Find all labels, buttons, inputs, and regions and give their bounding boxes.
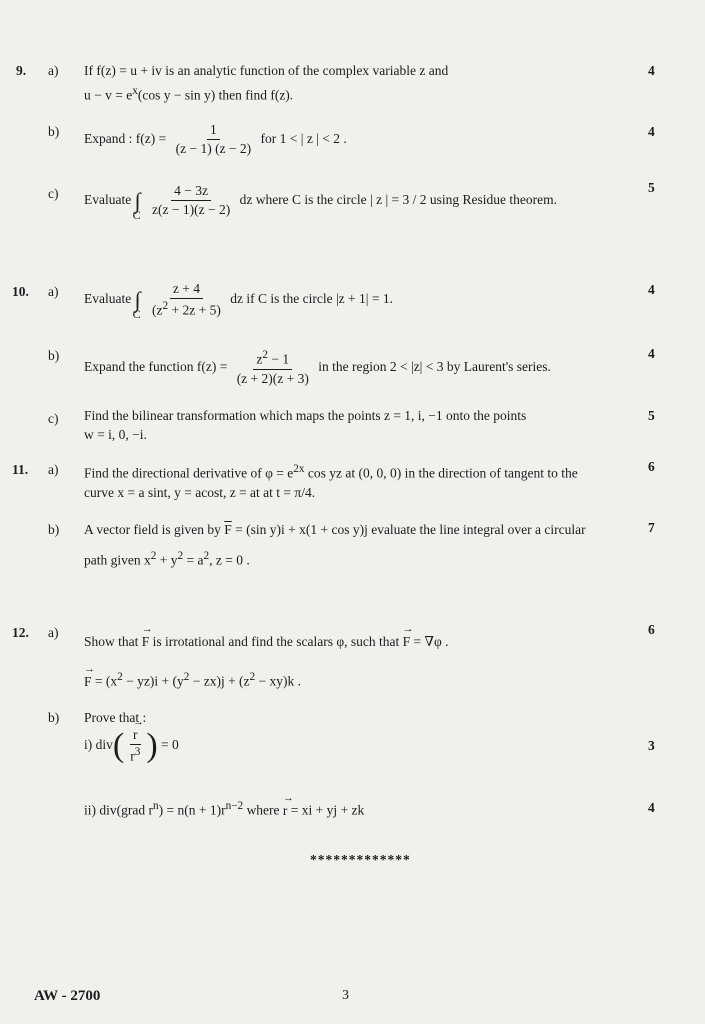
q10c-line2: w = i, 0, −i.	[84, 427, 147, 442]
text: ) = n(n + 1)r	[158, 802, 226, 818]
q9a-line2	[84, 85, 293, 104]
part-label: b)	[48, 522, 60, 537]
part-label: b)	[48, 348, 60, 363]
superscript: 2	[203, 550, 210, 562]
marks-10a: 4	[648, 282, 655, 297]
end-of-paper-mark: *************	[310, 852, 411, 867]
q12b-ii-expression	[84, 800, 364, 819]
q9c-expression	[84, 183, 558, 222]
text: Expand : f(z) =	[84, 130, 167, 146]
vector-symbol: → F	[84, 674, 92, 690]
text: A vector field is given by	[84, 522, 221, 537]
text: where	[243, 802, 280, 818]
denominator: (z + 2)(z + 3)	[236, 370, 309, 386]
paper-code: AW - 2700	[34, 988, 101, 1004]
text: path given x	[84, 552, 151, 568]
superscript: 2	[150, 550, 157, 562]
vector-symbol: $\overline{F}$	[224, 522, 232, 537]
part-label: a)	[48, 284, 59, 299]
marks-11b: 7	[648, 520, 655, 535]
numerator: 1	[207, 123, 220, 140]
page-number: 3	[342, 988, 349, 1003]
numerator: z + 4	[170, 282, 203, 299]
q12a-line2	[84, 671, 301, 690]
superscript: n	[152, 800, 159, 812]
superscript: 2	[117, 671, 123, 683]
text: + y	[156, 552, 178, 568]
denominator: z(z − 1)(z − 2)	[152, 202, 231, 218]
text: Expand the function f(z) =	[84, 359, 228, 375]
text: z	[256, 351, 263, 367]
q12a-line1	[84, 634, 449, 650]
text: (cos y − sin y) then find f(z).	[137, 87, 294, 103]
numerator	[130, 728, 141, 745]
integral-sign: ∫ C	[132, 187, 141, 222]
superscript: 2	[249, 671, 256, 683]
q12b-i-expression	[84, 728, 179, 764]
fraction	[127, 728, 143, 764]
part-label: c)	[48, 186, 59, 201]
text: Evaluate	[84, 191, 132, 207]
integral-sign: ∫ C	[132, 286, 141, 321]
vector-symbol: → F	[403, 634, 411, 650]
marks-9b: 4	[648, 124, 655, 139]
part-label: b)	[48, 124, 60, 139]
part-label: b)	[48, 710, 60, 725]
q10a-expression	[84, 281, 393, 321]
part-label: a)	[48, 462, 59, 477]
text: r	[130, 748, 135, 764]
part-label: a)	[48, 625, 59, 640]
superscript: 3	[134, 746, 141, 759]
superscript: 2	[262, 349, 269, 361]
integral-subscript: C	[132, 306, 141, 321]
fraction	[173, 123, 255, 156]
superscript: 2x	[293, 463, 305, 475]
q11b-line2	[84, 550, 250, 569]
q9a-line1: If f(z) = u + iv is an analytic function of the complex variable z and	[84, 63, 449, 78]
text: u − v = e	[84, 87, 133, 103]
vector-symbol: → r	[133, 728, 138, 742]
q11a-line1	[84, 463, 578, 482]
marks-10b: 4	[648, 346, 655, 361]
text: Evaluate	[84, 291, 132, 307]
q11a-line2: curve x = a sint, y = acost, z = at at t = π/4.	[84, 485, 316, 500]
text: (z	[152, 302, 163, 318]
right-paren: )	[146, 726, 158, 764]
q9b-expression	[84, 123, 347, 156]
left-paren: (	[112, 726, 125, 764]
text: dz where C is the circle | z | = 3 / 2 using Residue theorem.	[239, 191, 558, 207]
fraction	[149, 282, 224, 318]
vector-symbol: → r	[283, 803, 288, 819]
text: Show that	[84, 634, 139, 649]
q12b-intro: Prove that :	[84, 710, 147, 725]
text: = (x	[91, 673, 118, 689]
superscript: n−2	[225, 800, 244, 812]
question-number-9: 9.	[16, 63, 27, 78]
text: = a	[183, 552, 204, 568]
text: − zx)j + (z	[189, 673, 250, 689]
text: for 1 < | z | < 2 .	[260, 130, 347, 146]
text: cos yz at (0, 0, 0) in the direction of tangent to the	[304, 465, 578, 481]
numerator: 4 − 3z	[171, 184, 211, 201]
text: − 1	[268, 351, 290, 367]
marks-10c: 5	[648, 408, 655, 423]
text: − xy)k .	[255, 673, 302, 689]
numerator	[253, 350, 292, 370]
q11b-line1	[84, 522, 586, 538]
fraction	[149, 184, 233, 217]
marks-12b-i: 3	[648, 738, 655, 753]
marks-9c: 5	[648, 180, 655, 195]
q10b-expression	[84, 350, 551, 386]
question-number-10: 10.	[12, 284, 29, 299]
marks-12a: 6	[648, 622, 655, 637]
denominator	[149, 299, 224, 318]
vector-symbol: → F	[142, 634, 150, 650]
text: , z = 0 .	[209, 552, 250, 568]
denominator	[127, 745, 143, 764]
text: = ∇φ .	[410, 634, 449, 649]
question-number-11: 11.	[12, 462, 29, 477]
superscript: 2	[162, 300, 169, 313]
text: = 0	[161, 737, 179, 753]
marks-9a: 4	[648, 63, 655, 78]
part-label: a)	[48, 63, 59, 78]
question-number-12: 12.	[12, 625, 29, 640]
text: − yz)i + (y	[122, 673, 184, 689]
marks-12b-ii: 4	[648, 800, 655, 815]
text: + 2z + 5)	[168, 302, 221, 318]
superscript: x	[132, 85, 138, 97]
text: is irrotational and find the scalars φ, such that	[149, 634, 400, 649]
fraction	[234, 350, 312, 386]
superscript: 2	[183, 671, 190, 683]
integral-subscript: C	[132, 207, 141, 222]
superscript: 2	[177, 550, 184, 562]
text: = (sin y)i + x(1 + cos y)j evaluate the line integral over a circular	[235, 522, 586, 537]
part-label: c)	[48, 411, 59, 426]
text: dz if C is the circle |z + 1| = 1.	[230, 291, 393, 307]
marks-11a: 6	[648, 459, 655, 474]
text: in the region 2 < |z| < 3 by Laurent's series.	[318, 359, 551, 375]
text: i) div	[84, 737, 113, 753]
text: Find the directional derivative of φ = e	[84, 465, 294, 481]
q10c-line1: Find the bilinear transformation which maps the points z = 1, i, −1 onto the points	[84, 408, 527, 423]
text: ii) div(grad r	[84, 802, 153, 818]
text: = xi + yj + zk	[287, 802, 365, 818]
denominator: (z − 1) (z − 2)	[175, 141, 252, 157]
